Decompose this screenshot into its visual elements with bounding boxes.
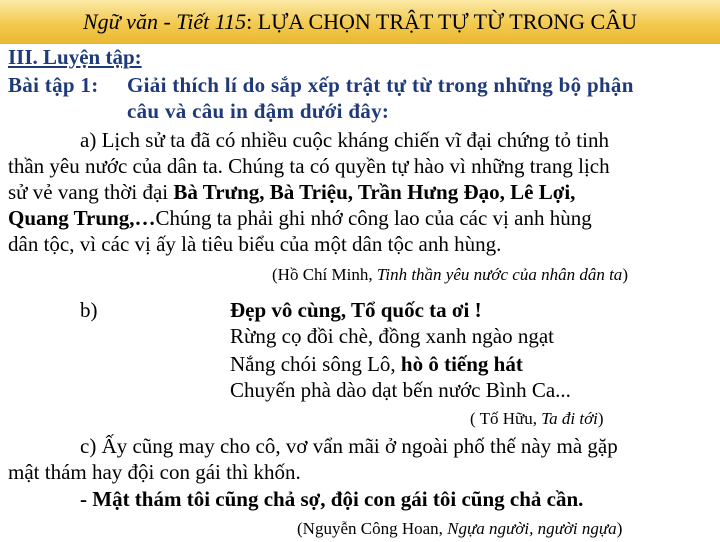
- part-b-source-author: ( Tố Hữu,: [470, 409, 542, 428]
- part-c-line2: mật thám hay đội con gái thì khốn.: [8, 460, 301, 484]
- part-a-line4-text: Chúng ta phải ghi nhớ công lao của các vị anh hùng: [155, 206, 592, 230]
- part-b-verse3-text: Nắng chói sông Lô,: [230, 352, 401, 376]
- header-separator: :: [246, 9, 253, 34]
- part-b-source-title: Ta đi tới: [541, 409, 598, 428]
- part-b-source: [470, 406, 604, 432]
- part-b-bold-phrase: hò ô tiếng hát: [400, 352, 523, 376]
- part-a-source-close: ): [622, 265, 628, 284]
- part-a-source-author: (Hồ Chí Minh,: [272, 265, 377, 284]
- part-b-verse3: [230, 351, 523, 377]
- part-b-verse1: Đẹp vô cùng, Tổ quốc ta ơi !: [230, 298, 482, 322]
- exercise-prompt-line2: câu và câu in đậm dưới đây:: [127, 99, 390, 123]
- part-c-line1: c) Ấy cũng may cho cô, vơ vẩn mãi ở ngoài phố thế này mà gặp: [80, 434, 618, 458]
- part-a-line2: thần yêu nước của dân ta. Chúng ta có quyền tự hào vì những trang lịch: [8, 154, 610, 178]
- lesson-topic: LỰA CHỌN TRẬT TỰ TỪ TRONG CÂU: [252, 9, 637, 34]
- part-a-line4: [8, 205, 592, 231]
- exercise-prompt-line1: Giải thích lí do sắp xếp trật tự từ trong những bộ phận: [127, 73, 634, 97]
- part-a-line5: dân tộc, vì các vị ấy là tiêu biểu của một dân tộc anh hùng.: [8, 232, 502, 256]
- part-c-source: [297, 516, 622, 542]
- section-title: III. Luyện tập:: [8, 45, 142, 69]
- part-a-line1: a) Lịch sử ta đã có nhiều cuộc kháng chiến vĩ đại chứng tỏ tinh: [80, 128, 609, 152]
- part-a-source-title: Tinh thần yêu nước của nhân dân ta: [376, 265, 623, 284]
- part-b-label: b): [80, 298, 98, 322]
- part-b-source-close: ): [597, 409, 604, 428]
- part-a-bold-names: Bà Trưng, Bà Triệu, Trần Hưng Đạo, Lê Lợi,: [173, 180, 576, 204]
- exercise-label: Bài tập 1:: [8, 73, 99, 97]
- part-c-source-title: Ngựa người, người ngựa: [447, 519, 617, 538]
- part-a-line3-text: sử vẻ vang thời đại: [8, 180, 174, 204]
- part-a-source: [272, 262, 628, 288]
- part-b-verse4: Chuyến phà dào dạt bến nước Bình Ca...: [230, 378, 571, 402]
- lesson-label: Ngữ văn - Tiết 115: [83, 9, 247, 34]
- part-b-verse2: Rừng cọ đồi chè, đồng xanh ngào ngạt: [230, 324, 554, 348]
- part-c-source-close: ): [616, 519, 623, 538]
- part-c-source-author: (Nguyễn Công Hoan,: [297, 519, 448, 538]
- slide-header: [0, 0, 720, 44]
- part-a-bold-quang-trung: Quang Trung,…: [8, 206, 156, 230]
- part-c-bold-sentence: - Mật thám tôi cũng chả sợ, đội con gái tôi cũng chả cần.: [80, 487, 584, 511]
- part-a-line3: [8, 179, 575, 205]
